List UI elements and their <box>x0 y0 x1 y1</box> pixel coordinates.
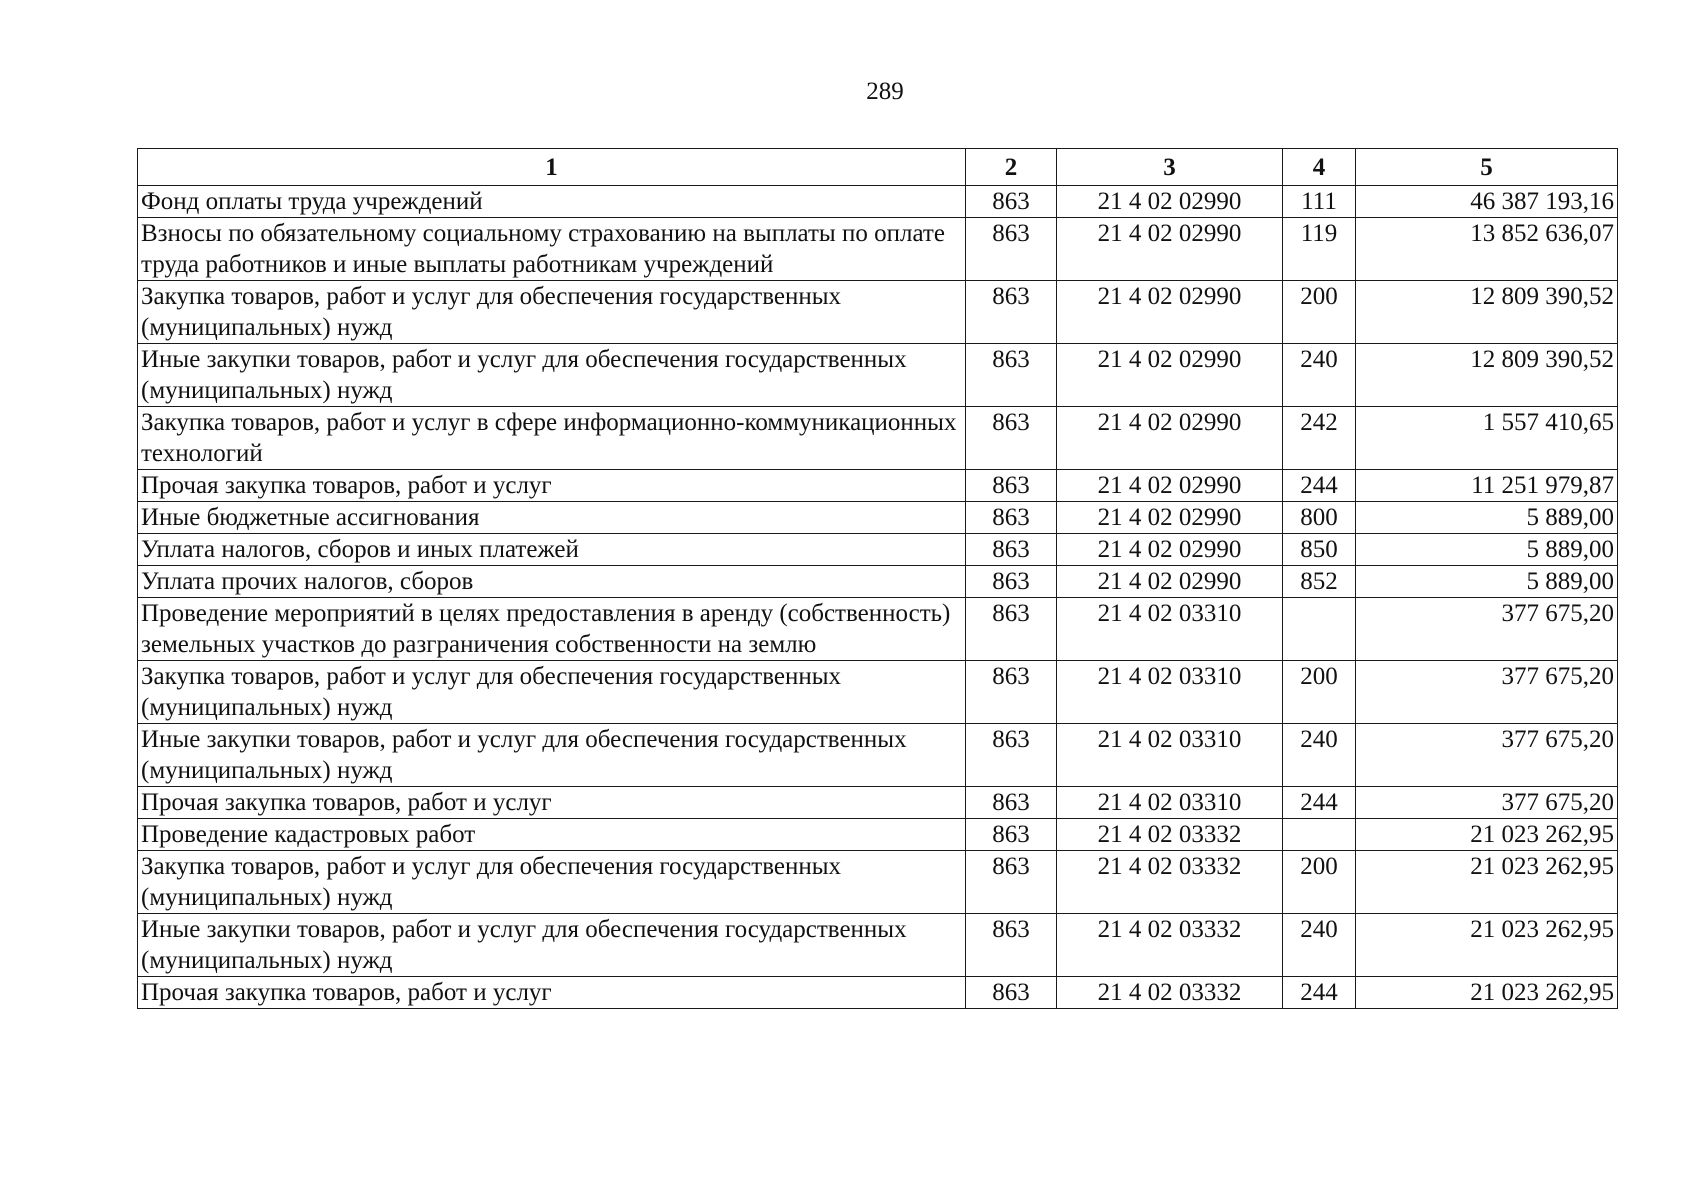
row-type-cell: 242 <box>1283 407 1356 470</box>
header-col-3: 3 <box>1057 149 1283 186</box>
table-row <box>138 661 1618 724</box>
table-row <box>138 186 1618 218</box>
header-col-4: 4 <box>1283 149 1356 186</box>
row-amount-cell: 21 023 262,95 <box>1356 851 1618 914</box>
row-amount-cell: 5 889,00 <box>1356 534 1618 566</box>
table-row <box>138 566 1618 598</box>
row-code-cell: 21 4 02 03310 <box>1057 787 1283 819</box>
row-code-cell: 21 4 02 03310 <box>1057 724 1283 787</box>
row-name-cell: Иные закупки товаров, работ и услуг для обеспечения государственных (муниципальных) нужд <box>138 724 966 787</box>
row-name-cell: Уплата прочих налогов, сборов <box>138 566 966 598</box>
row-amount-cell: 21 023 262,95 <box>1356 914 1618 977</box>
table-row <box>138 502 1618 534</box>
row-ministry-cell: 863 <box>966 566 1057 598</box>
row-name-cell: Уплата налогов, сборов и иных платежей <box>138 534 966 566</box>
row-amount-cell: 21 023 262,95 <box>1356 977 1618 1009</box>
row-code-cell: 21 4 02 02990 <box>1057 407 1283 470</box>
row-name-cell: Закупка товаров, работ и услуг для обеспечения государственных (муниципальных) нужд <box>138 661 966 724</box>
row-name-cell: Закупка товаров, работ и услуг для обеспечения государственных (муниципальных) нужд <box>138 851 966 914</box>
row-ministry-cell: 863 <box>966 534 1057 566</box>
row-type-cell: 200 <box>1283 281 1356 344</box>
row-code-cell: 21 4 02 02990 <box>1057 502 1283 534</box>
row-ministry-cell: 863 <box>966 218 1057 281</box>
table-row <box>138 598 1618 661</box>
row-ministry-cell: 863 <box>966 724 1057 787</box>
table-row <box>138 534 1618 566</box>
table-row <box>138 724 1618 787</box>
row-amount-cell: 12 809 390,52 <box>1356 281 1618 344</box>
row-amount-cell: 11 251 979,87 <box>1356 470 1618 502</box>
row-name-cell: Проведение кадастровых работ <box>138 819 966 851</box>
table-row <box>138 218 1618 281</box>
row-name-cell: Закупка товаров, работ и услуг для обеспечения государственных (муниципальных) нужд <box>138 281 966 344</box>
row-type-cell: 119 <box>1283 218 1356 281</box>
row-name-cell: Взносы по обязательному социальному страхованию на выплаты по оплате труда работников и иные выплаты работникам учреждений <box>138 218 966 281</box>
row-code-cell: 21 4 02 03332 <box>1057 819 1283 851</box>
row-code-cell: 21 4 02 02990 <box>1057 566 1283 598</box>
row-ministry-cell: 863 <box>966 502 1057 534</box>
row-type-cell: 200 <box>1283 661 1356 724</box>
row-amount-cell: 377 675,20 <box>1356 724 1618 787</box>
table-row <box>138 977 1618 1009</box>
row-code-cell: 21 4 02 03332 <box>1057 914 1283 977</box>
row-ministry-cell: 863 <box>966 281 1057 344</box>
row-type-cell: 240 <box>1283 724 1356 787</box>
row-code-cell: 21 4 02 02990 <box>1057 218 1283 281</box>
row-ministry-cell: 863 <box>966 344 1057 407</box>
row-ministry-cell: 863 <box>966 914 1057 977</box>
row-name-cell: Фонд оплаты труда учреждений <box>138 186 966 218</box>
row-amount-cell: 377 675,20 <box>1356 787 1618 819</box>
row-type-cell: 244 <box>1283 977 1356 1009</box>
header-col-2: 2 <box>966 149 1057 186</box>
row-code-cell: 21 4 02 03310 <box>1057 598 1283 661</box>
row-amount-cell: 377 675,20 <box>1356 598 1618 661</box>
row-type-cell <box>1283 598 1356 661</box>
table-row <box>138 851 1618 914</box>
row-code-cell: 21 4 02 02990 <box>1057 344 1283 407</box>
table-header <box>138 149 1618 186</box>
row-name-cell: Иные бюджетные ассигнования <box>138 502 966 534</box>
row-type-cell: 852 <box>1283 566 1356 598</box>
row-name-cell: Прочая закупка товаров, работ и услуг <box>138 470 966 502</box>
row-type-cell <box>1283 819 1356 851</box>
row-amount-cell: 5 889,00 <box>1356 566 1618 598</box>
row-name-cell: Прочая закупка товаров, работ и услуг <box>138 977 966 1009</box>
row-amount-cell: 12 809 390,52 <box>1356 344 1618 407</box>
row-ministry-cell: 863 <box>966 186 1057 218</box>
row-code-cell: 21 4 02 02990 <box>1057 470 1283 502</box>
row-type-cell: 200 <box>1283 851 1356 914</box>
row-ministry-cell: 863 <box>966 598 1057 661</box>
row-code-cell: 21 4 02 02990 <box>1057 186 1283 218</box>
row-amount-cell: 1 557 410,65 <box>1356 407 1618 470</box>
header-row <box>138 149 1618 186</box>
table-row <box>138 819 1618 851</box>
row-type-cell: 244 <box>1283 470 1356 502</box>
row-name-cell: Иные закупки товаров, работ и услуг для обеспечения государственных (муниципальных) нужд <box>138 914 966 977</box>
page-number: 289 <box>866 78 904 105</box>
table-row <box>138 470 1618 502</box>
row-ministry-cell: 863 <box>966 787 1057 819</box>
row-code-cell: 21 4 02 02990 <box>1057 534 1283 566</box>
table-row <box>138 914 1618 977</box>
row-amount-cell: 5 889,00 <box>1356 502 1618 534</box>
table-body <box>138 186 1618 1009</box>
row-code-cell: 21 4 02 03310 <box>1057 661 1283 724</box>
header-col-1: 1 <box>138 149 966 186</box>
row-ministry-cell: 863 <box>966 661 1057 724</box>
row-code-cell: 21 4 02 02990 <box>1057 281 1283 344</box>
table-row <box>138 344 1618 407</box>
row-amount-cell: 13 852 636,07 <box>1356 218 1618 281</box>
budget-table <box>137 148 1618 1009</box>
row-type-cell: 800 <box>1283 502 1356 534</box>
row-amount-cell: 377 675,20 <box>1356 661 1618 724</box>
table-row <box>138 787 1618 819</box>
row-code-cell: 21 4 02 03332 <box>1057 851 1283 914</box>
table-row <box>138 407 1618 470</box>
row-ministry-cell: 863 <box>966 470 1057 502</box>
row-type-cell: 240 <box>1283 344 1356 407</box>
row-name-cell: Прочая закупка товаров, работ и услуг <box>138 787 966 819</box>
row-ministry-cell: 863 <box>966 851 1057 914</box>
row-type-cell: 244 <box>1283 787 1356 819</box>
row-type-cell: 850 <box>1283 534 1356 566</box>
row-code-cell: 21 4 02 03332 <box>1057 977 1283 1009</box>
row-ministry-cell: 863 <box>966 407 1057 470</box>
row-name-cell: Иные закупки товаров, работ и услуг для обеспечения государственных (муниципальных) нужд <box>138 344 966 407</box>
header-col-5: 5 <box>1356 149 1618 186</box>
row-ministry-cell: 863 <box>966 977 1057 1009</box>
row-name-cell: Закупка товаров, работ и услуг в сфере информационно-коммуникационных технологий <box>138 407 966 470</box>
row-type-cell: 111 <box>1283 186 1356 218</box>
row-amount-cell: 46 387 193,16 <box>1356 186 1618 218</box>
table-row <box>138 281 1618 344</box>
row-amount-cell: 21 023 262,95 <box>1356 819 1618 851</box>
row-type-cell: 240 <box>1283 914 1356 977</box>
row-ministry-cell: 863 <box>966 819 1057 851</box>
row-name-cell: Проведение мероприятий в целях предоставления в аренду (собственность) земельных участков до разграничения собственности на землю <box>138 598 966 661</box>
